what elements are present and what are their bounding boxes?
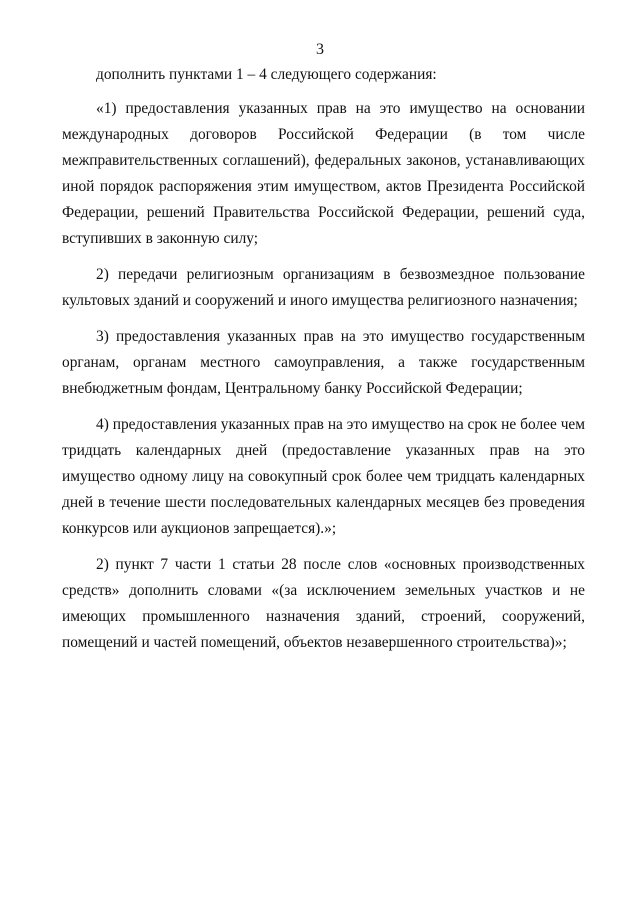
paragraph-item-4: 4) предоставления указанных прав на это имущество на срок не более чем тридцать календарных дней (предоставление указанных прав на это имущество одному лицу на совокупный срок более чем тридцать календарных дней в течение шести последовательных календарных месяцев без проведения конкурсов или аукционов запрещается).»; (62, 416, 585, 537)
document-body (62, 62, 585, 666)
paragraph-item-3: 3) предоставления указанных прав на это имущество государственным органам, органам местного самоуправления, а также государственным внебюджетным фондам, Центральному банку Российской Федерации; (62, 328, 585, 397)
paragraph-item-2: 2) передачи религиозным организациям в безвозмездное пользование культовых зданий и сооружений и иного имущества религиозного назначения; (62, 266, 585, 309)
paragraph-intro: дополнить пунктами 1 – 4 следующего содержания: (96, 66, 437, 83)
paragraph-amendment-2: 2) пункт 7 части 1 статьи 28 после слов «основных производственных средств» дополнить словами «(за исключением земельных участков и не имеющих промышленного назначения зданий, строений, сооружений, помещений и частей помещений, объектов незавершенного строительства)»; (62, 556, 585, 651)
page-number: 3 (316, 41, 324, 58)
paragraph-item-1: «1) предоставления указанных прав на это имущество на основании международных договоров Российской Федерации (в том числе межправительственных соглашений), федеральных законов, устанавливающих иной порядок распоряжения этим имуществом, актов Президента Российской Федерации, решений Правительства Российской Федерации, решений суда, вступивших в законную силу; (62, 100, 585, 247)
